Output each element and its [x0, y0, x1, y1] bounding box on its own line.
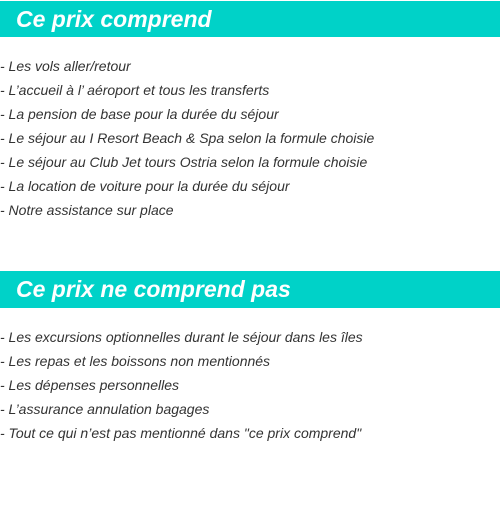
excluded-section-title: Ce prix ne comprend pas: [0, 271, 500, 308]
list-item: - Le séjour au I Resort Beach & Spa selon la formule choisie: [0, 130, 375, 146]
list-item: - Le séjour au Club Jet tours Ostria selon la formule choisie: [0, 154, 368, 170]
list-item: - L’accueil à l’ aéroport et tous les transferts: [0, 82, 270, 98]
excluded-list: [0, 325, 363, 445]
list-item: - Notre assistance sur place: [0, 202, 174, 218]
list-item: - L’assurance annulation bagages: [0, 401, 210, 417]
list-item: - Les repas et les boissons non mentionnés: [0, 353, 271, 369]
included-section-title: Ce prix comprend: [0, 1, 500, 37]
list-item: - Les dépenses personnelles: [0, 377, 180, 393]
list-item: - Les vols aller/retour: [0, 58, 131, 74]
list-item: - La pension de base pour la durée du séjour: [0, 106, 279, 122]
included-list: [0, 54, 374, 222]
list-item: - Tout ce qui n’est pas mentionné dans "ce prix comprend": [0, 425, 362, 441]
list-item: - Les excursions optionnelles durant le séjour dans les îles: [0, 329, 363, 345]
list-item: - La location de voiture pour la durée du séjour: [0, 178, 290, 194]
